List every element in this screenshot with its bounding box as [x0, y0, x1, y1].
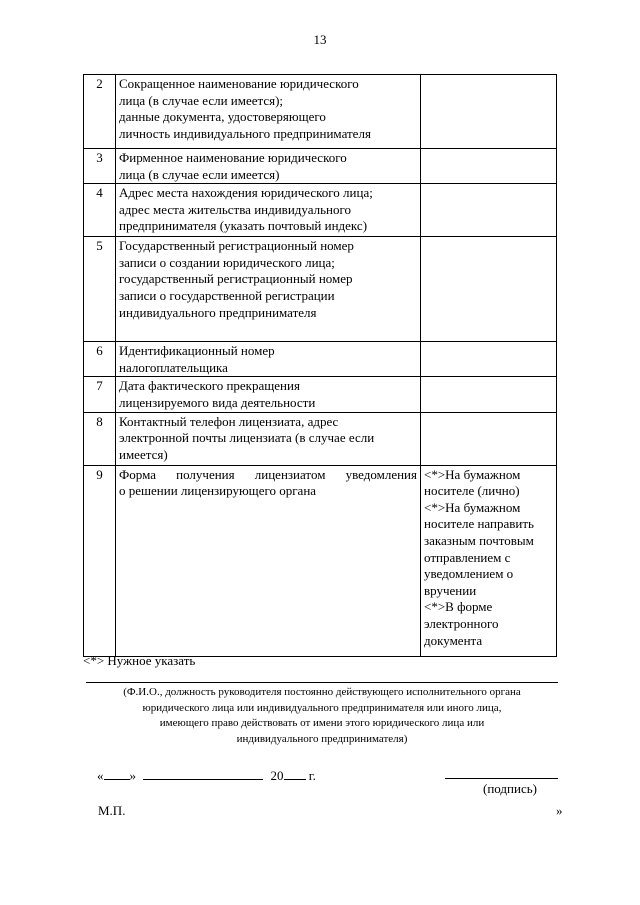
- row-number: 9: [84, 465, 116, 656]
- label-line: данные документа, удостоверяющего: [119, 109, 326, 125]
- table-row: [84, 75, 557, 149]
- label-line: Фирменное наименование юридического: [119, 150, 347, 165]
- year-suffix: г.: [308, 768, 316, 783]
- row-number: 8: [84, 412, 116, 465]
- table-row: [84, 184, 557, 237]
- page-number: 13: [313, 32, 327, 47]
- value-option-line: заказным почтовым: [424, 532, 534, 548]
- table-row: [84, 377, 557, 412]
- row-label: [116, 342, 421, 377]
- label-line: лицензируемого вида деятельности: [119, 394, 316, 410]
- caption-line: (Ф.И.О., должность руководителя постоянно действующего исполнительного органа: [123, 686, 521, 698]
- label-line: лица (в случае если имеется): [119, 166, 280, 182]
- label-line: Контактный телефон лицензиата, адрес: [119, 413, 339, 429]
- value-option-line: электронного: [424, 615, 499, 631]
- row-label: [116, 377, 421, 412]
- row-value[interactable]: [421, 377, 557, 412]
- label-line: Сокращенное наименование юридического: [119, 76, 359, 91]
- label-line: лица (в случае если имеется);: [119, 92, 284, 108]
- label-line: Государственный регистрационный номер: [119, 238, 354, 254]
- label-line: адрес места жительства индивидуального: [119, 201, 351, 217]
- row-value[interactable]: [421, 237, 557, 342]
- label-line: налогоплательщика: [119, 359, 228, 375]
- day-blank: [104, 767, 130, 780]
- label-line: личность индивидуального предпринимателя: [119, 125, 371, 141]
- row-label: [116, 465, 421, 656]
- signatory-caption: [83, 685, 561, 747]
- value-option-line: вручении: [424, 582, 477, 598]
- label-line: государственный регистрационный номер: [119, 271, 353, 287]
- month-blank: [143, 767, 263, 780]
- year-blank: [284, 767, 306, 780]
- date-close-quote: »: [129, 768, 136, 783]
- table-row: [84, 149, 557, 184]
- row-label: [116, 412, 421, 465]
- label-line: Дата фактического прекращения: [119, 378, 300, 394]
- footnote: <*> Нужное указать: [83, 653, 196, 668]
- label-line: предпринимателя (указать почтовый индекс): [119, 218, 368, 234]
- row-value[interactable]: [421, 184, 557, 237]
- row-label: [116, 184, 421, 237]
- value-option-line: <*>На бумажном: [424, 499, 521, 515]
- license-form-table: [83, 74, 557, 657]
- value-option-line: <*>На бумажном: [424, 466, 521, 482]
- value-option-line: документа: [424, 632, 483, 648]
- label-line: записи о создании юридического лица;: [119, 254, 335, 270]
- row-value[interactable]: [421, 412, 557, 465]
- row-number: 3: [84, 149, 116, 184]
- row-value[interactable]: [421, 342, 557, 377]
- value-option-line: отправлением с: [424, 549, 511, 565]
- date-row: [97, 767, 316, 784]
- closing-quote: »: [556, 803, 563, 818]
- caption-line: имеющего право действовать от имени этого юридического лица или: [159, 717, 485, 729]
- row-number: 7: [84, 377, 116, 412]
- label-line: Идентификационный номер: [119, 343, 275, 359]
- table-row: [84, 237, 557, 342]
- value-option-line: носителе (лично): [424, 483, 520, 499]
- label-line: записи о государственной регистрации: [119, 287, 335, 303]
- signature-line: [445, 778, 558, 779]
- stamp-label: М.П.: [98, 803, 126, 818]
- table-row: [84, 412, 557, 465]
- value-option-line: <*>В форме: [424, 599, 493, 615]
- value-option-line: носителе направить: [424, 516, 534, 532]
- signature-label: (подпись): [483, 781, 537, 796]
- row-label: [116, 75, 421, 149]
- row-number: 4: [84, 184, 116, 237]
- table-row: [84, 465, 557, 656]
- label-line: электронной почты лицензиата (в случае если: [119, 430, 375, 446]
- row-label: [116, 237, 421, 342]
- row-number: 2: [84, 75, 116, 149]
- year-prefix: 20: [270, 768, 284, 783]
- value-option-line: уведомлением о: [424, 566, 514, 582]
- label-line: Форма получения лицензиатом уведомления: [119, 466, 417, 482]
- date-open-quote: «: [97, 768, 104, 783]
- table-row: [84, 342, 557, 377]
- row-value[interactable]: [421, 75, 557, 149]
- row-value[interactable]: [421, 465, 557, 656]
- row-number: 6: [84, 342, 116, 377]
- label-line: индивидуального предпринимателя: [119, 304, 317, 320]
- caption-line: юридического лица или индивидуального предпринимателя или иного лица,: [142, 701, 502, 714]
- label-line: о решении лицензирующего органа: [119, 483, 317, 499]
- row-number: 5: [84, 237, 116, 342]
- row-value[interactable]: [421, 149, 557, 184]
- label-line: Адрес места нахождения юридического лица;: [119, 185, 373, 201]
- signatory-name-line: [86, 682, 558, 683]
- caption-line: индивидуального предпринимателя): [236, 732, 408, 745]
- row-label: [116, 149, 421, 184]
- label-line: имеется): [119, 446, 168, 462]
